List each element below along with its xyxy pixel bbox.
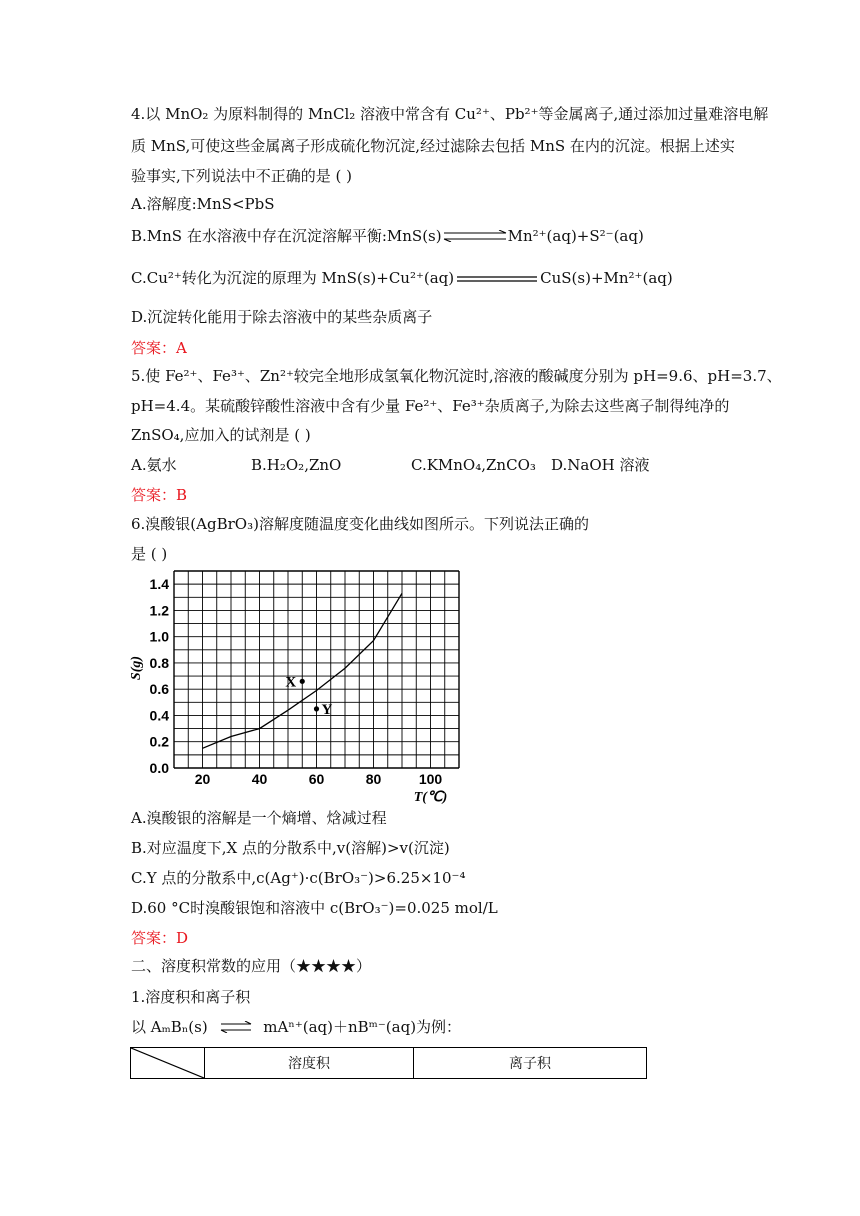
y-axis-label: S(g) <box>129 655 144 681</box>
equilibrium-arrow-icon <box>442 227 508 247</box>
table-header-ion-product: 离子积 <box>414 1048 647 1079</box>
q5-option-b: B.H₂O₂,ZnO <box>251 456 342 474</box>
q4-option-b-right: Mn²⁺(aq)+S²⁻(aq) <box>507 227 644 245</box>
y-tick-label: 1.2 <box>149 602 169 619</box>
diagonal-line-icon <box>131 1048 204 1078</box>
table-header-row <box>131 1048 647 1079</box>
section-heading: 二、溶度积常数的应用（★★★★） <box>131 957 372 975</box>
y-tick-label: 0.8 <box>149 654 169 671</box>
q4-option-a: A.溶解度:MnS<PbS <box>131 195 275 213</box>
ksp-example <box>131 1017 461 1038</box>
q5-options <box>131 455 649 475</box>
point-y <box>314 706 319 711</box>
q5-stem-line-3: ZnSO₄,应加入的试剂是 ( ) <box>131 426 311 444</box>
y-tick-label: 1.4 <box>149 576 169 593</box>
q4-option-c <box>131 268 673 289</box>
q4-stem-line-2: 质 MnS,可使这些金属离子形成硫化物沉淀,经过滤除去包括 MnS 在内的沉淀。根据上述实 <box>131 137 735 155</box>
q5-option-c: C.KMnO₄,ZnCO₃ <box>411 456 536 474</box>
x-axis-label: T(℃) <box>413 790 448 804</box>
x-tick-label: 20 <box>194 771 211 787</box>
q6-stem-line-2: 是 ( ) <box>131 545 168 563</box>
q5-stem-line-2: pH=4.4。某硫酸锌酸性溶液中含有少量 Fe²⁺、Fe³⁺杂质离子,为除去这些离子制得纯净的 <box>131 397 730 415</box>
equals-sign-icon <box>454 269 540 289</box>
solubility-chart <box>126 564 471 804</box>
point-label-x: X <box>285 674 297 691</box>
section-subheading: 1.溶度积和离子积 <box>131 988 251 1006</box>
q4-answer: 答案：A <box>131 339 187 357</box>
q6-option-a: A.溴酸银的溶解是一个熵增、焓减过程 <box>131 809 387 827</box>
q4-stem-line-1: 4.以 MnO₂ 为原料制得的 MnCl₂ 溶液中常含有 Cu²⁺、Pb²⁺等金属离子,通过添加过量难溶电解 <box>131 105 769 123</box>
y-tick-label: 0.6 <box>149 681 169 698</box>
q4-option-c-right: CuS(s)+Mn²⁺(aq) <box>540 269 673 287</box>
q4-option-c-left: C.Cu²⁺转化为沉淀的原理为 MnS(s)+Cu²⁺(aq) <box>131 269 455 287</box>
y-tick-label: 1.0 <box>149 628 169 645</box>
x-tick-label: 60 <box>308 771 325 787</box>
y-tick-label: 0.0 <box>149 760 169 776</box>
x-tick-label: 100 <box>418 771 443 787</box>
q4-option-d: D.沉淀转化能用于除去溶液中的某些杂质离子 <box>131 308 433 326</box>
q5-option-a: A.氨水 <box>131 456 177 474</box>
q6-stem-line-1: 6.溴酸银(AgBrO₃)溶解度随温度变化曲线如图所示。下列说法正确的 <box>131 515 589 533</box>
q6-option-b: B.对应温度下,X 点的分散系中,v(溶解)>v(沉淀) <box>131 839 450 857</box>
q4-option-b-left: B.MnS 在水溶液中存在沉淀溶解平衡:MnS(s) <box>131 227 442 245</box>
q6-option-c: C.Y 点的分散系中,c(Ag⁺)·c(BrO₃⁻)>6.25×10⁻⁴ <box>131 869 466 887</box>
table-corner-cell <box>131 1048 205 1079</box>
equilibrium-arrow-icon <box>219 1018 253 1038</box>
y-tick-label: 0.2 <box>149 733 169 750</box>
q6-option-d: D.60 °C时溴酸银饱和溶液中 c(BrO₃⁻)=0.025 mol/L <box>131 899 498 917</box>
x-tick-label: 40 <box>251 771 268 787</box>
ksp-example-right: mAⁿ⁺(aq)＋nBᵐ⁻(aq)为例： <box>263 1018 462 1036</box>
q6-answer: 答案：D <box>131 929 189 947</box>
point-x <box>300 679 305 684</box>
q5-answer: 答案：B <box>131 486 188 504</box>
q5-stem-line-1: 5.使 Fe²⁺、Fe³⁺、Zn²⁺较完全地形成氢氧化物沉淀时,溶液的酸碱度分别为 pH=9.6、pH=3.7、 <box>131 367 782 385</box>
y-tick-label: 0.4 <box>149 707 169 724</box>
point-label-y: Y <box>321 701 333 718</box>
q4-option-b <box>131 226 644 247</box>
q4-stem-line-3: 验事实,下列说法中不正确的是 ( ) <box>131 167 353 185</box>
ksp-table <box>130 1047 647 1079</box>
table-header-ksp: 溶度积 <box>205 1048 414 1079</box>
ksp-example-left: 以 AₘBₙ(s) <box>131 1018 208 1036</box>
q5-option-d: D.NaOH 溶液 <box>551 456 650 474</box>
x-tick-label: 80 <box>365 771 382 787</box>
